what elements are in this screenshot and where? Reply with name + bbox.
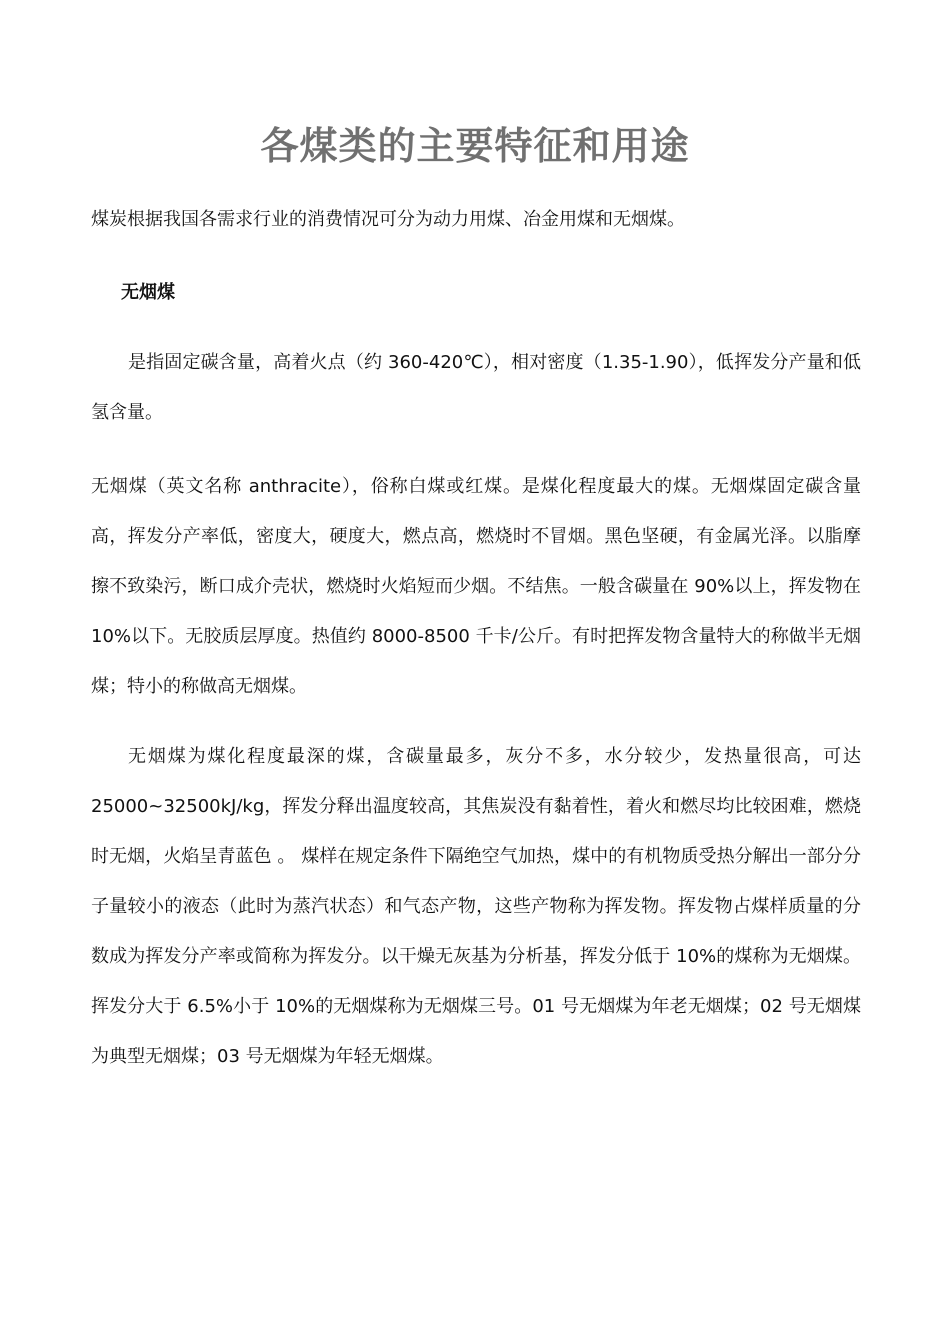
- section-heading: 无烟煤: [121, 282, 175, 303]
- document-title: 各煤类的主要特征和用途: [260, 123, 690, 168]
- description-paragraph: 无烟煤（英文名称 anthracite），俗称白煤或红煤。是煤化程度最大的煤。无烟煤固定碳含量高，挥发分产率低，密度大，硬度大，燃点高，燃烧时不冒烟。黑色坚硬，有金属光泽。以脂摩擦不致染污，断口成介壳状，燃烧时火焰短而少烟。不结焦。一般含碳量在 90%以上，挥发物在 10%以下。无胶质层厚度。热值约 8000-8500 千卡/公斤。有时把挥发物含量特大的称做半无烟煤；特小的称做高无烟煤。: [91, 476, 861, 697]
- definition-paragraph: 是指固定碳含量，高着火点（约 360-420℃），相对密度（1.35-1.90），低挥发分产量和低氢含量。: [91, 352, 861, 423]
- details-paragraph: 无烟煤为煤化程度最深的煤，含碳量最多，灰分不多，水分较少，发热量很高，可达 25000~32500kJ/kg，挥发分释出温度较高，其焦炭没有黏着性，着火和燃尽均比较困难，燃烧时无烟，火焰呈青蓝色 。 煤样在规定条件下隔绝空气加热，煤中的有机物质受热分解出一部分分子量较小的液态（此时为蒸汽状态）和气态产物，这些产物称为挥发物。挥发物占煤样质量的分数成为挥发分产率或简称为挥发分。以干燥无灰基为分析基，挥发分低于 10%的煤称为无烟煤。挥发分大于 6.5%小于 10%的无烟煤称为无烟煤三号。01 号无烟煤为年老无烟煤；02 号无烟煤为典型无烟煤；03 号无烟煤为年轻无烟煤。: [91, 746, 861, 1067]
- intro-paragraph: 煤炭根据我国各需求行业的消费情况可分为动力用煤、冶金用煤和无烟煤。: [91, 209, 685, 230]
